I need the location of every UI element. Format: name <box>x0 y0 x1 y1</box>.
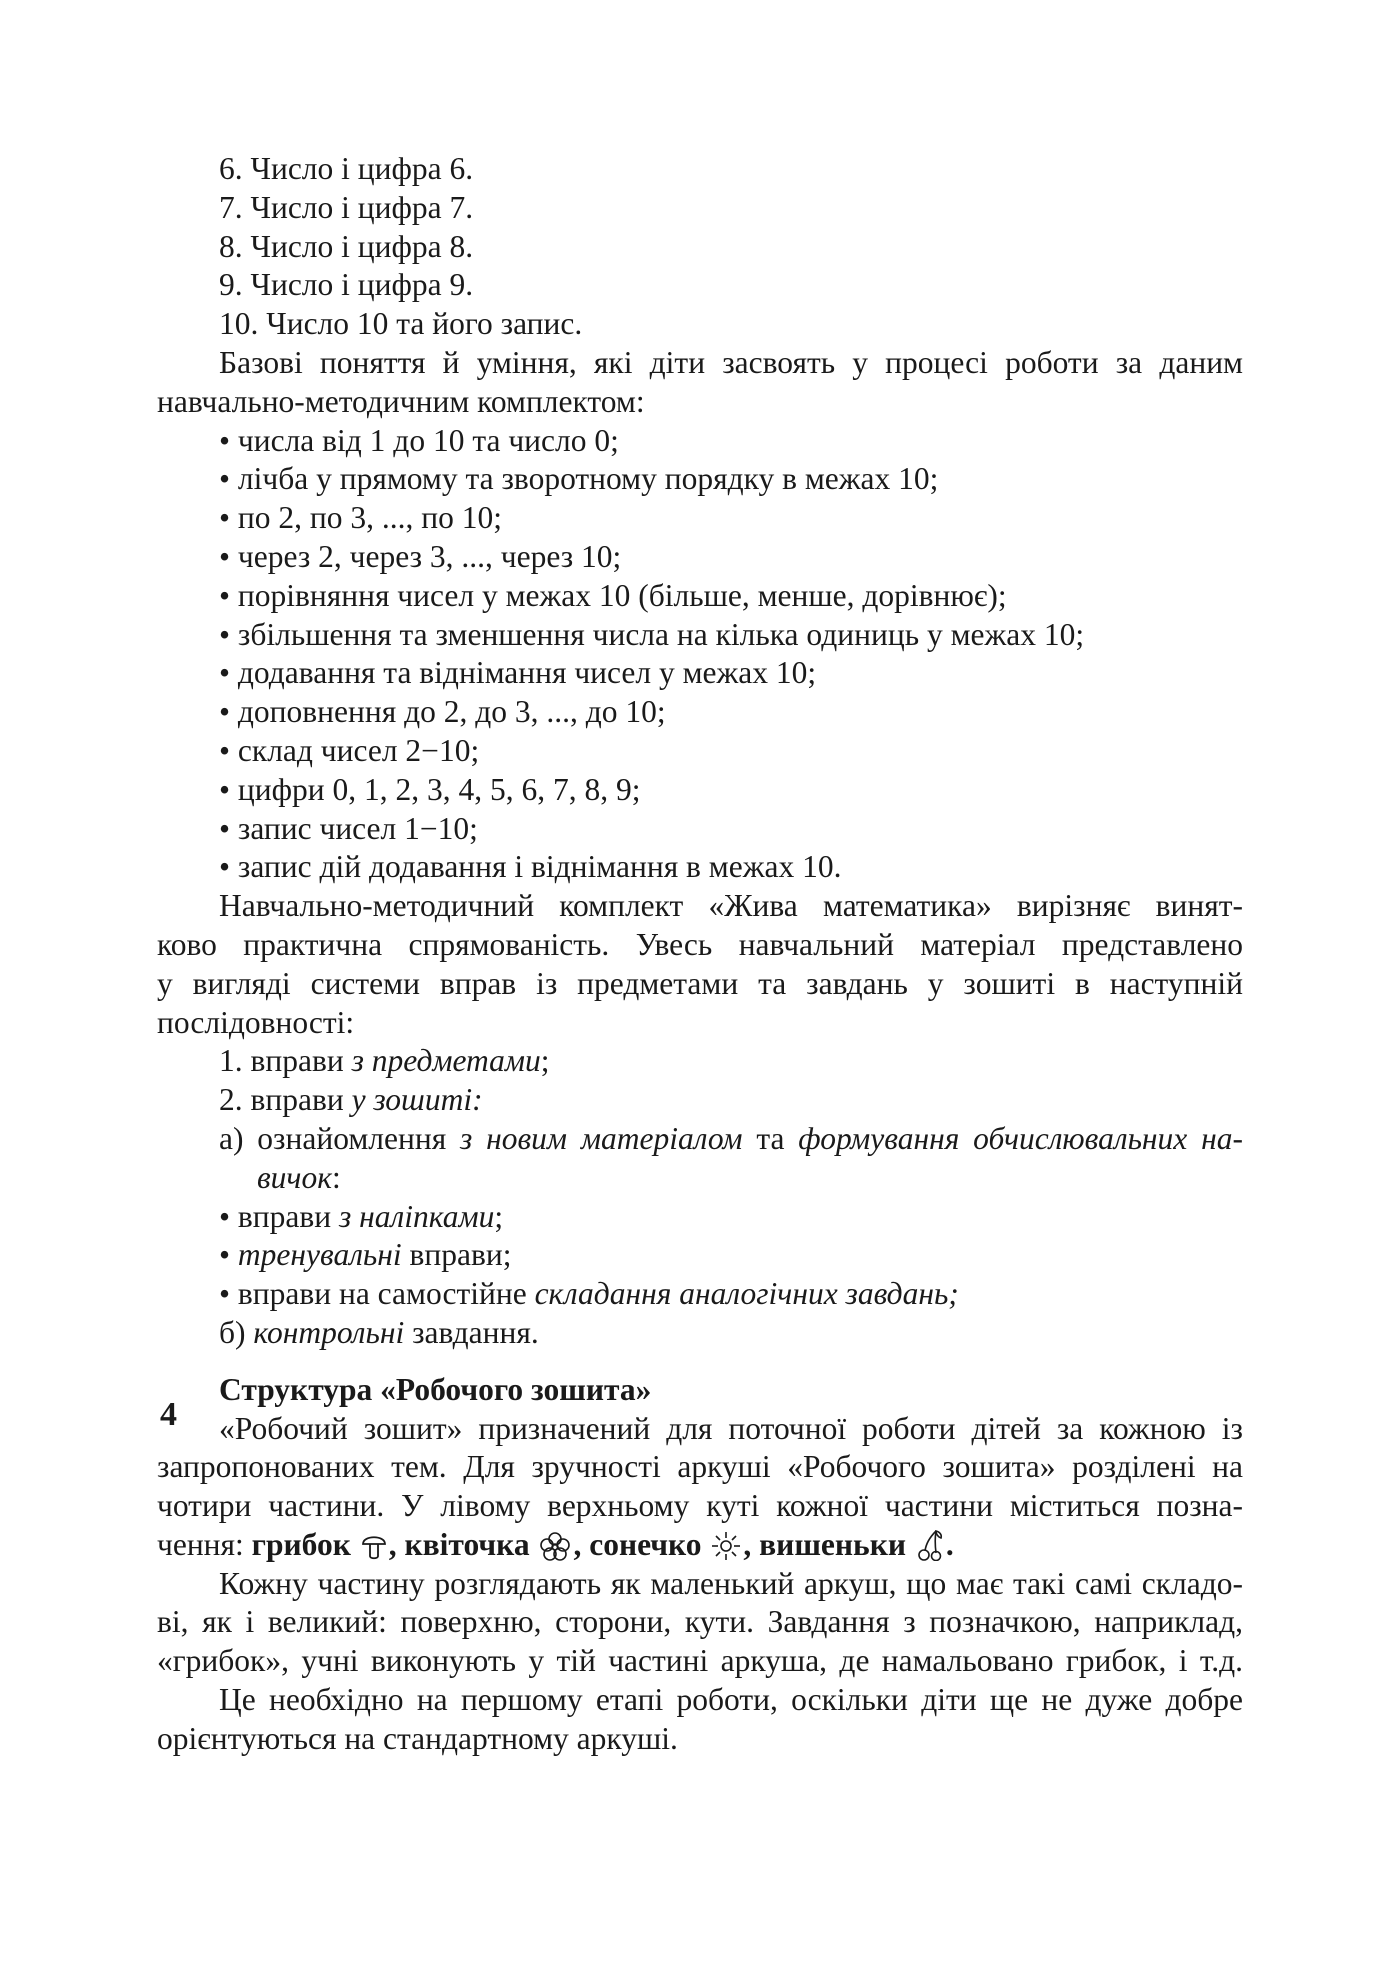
mark-mushroom-label: грибок <box>251 1526 351 1562</box>
workbook-paragraph-line: «Робочий зошит» призначений для поточної роботи дітей за кожною із <box>219 1410 1243 1446</box>
concept-item: • запис чисел 1−10; <box>219 810 478 846</box>
topic-item: 6. Число і цифра 6. <box>219 151 474 186</box>
marks-line: чення: грибок , квіточка , сонечко , вишеньки . <box>157 1526 1243 1565</box>
mark-cherries-label: вишеньки <box>759 1526 907 1562</box>
concept-item: • числа від 1 до 10 та число 0; <box>219 422 619 458</box>
topic-item: 10. Число 10 та його запис. <box>219 306 583 342</box>
sequence-item-b: б) контрольні завдання. <box>219 1314 539 1350</box>
sequence-item-a-continuation: вичок: <box>257 1159 341 1195</box>
concept-item: • цифри 0, 1, 2, 3, 4, 5, 6, 7, 8, 9; <box>219 771 641 807</box>
workbook-paragraph-line: чотири частини. У лівому верхньому куті кожної частини міститься позна- <box>157 1488 1243 1524</box>
concept-item: • запис дій додавання і віднімання в межах 10. <box>219 849 842 885</box>
concept-item: • збільшення та зменшення числа на кілька одиниць у межах 10; <box>219 616 1085 652</box>
part-paragraph-line: «грибок», учні виконують у тій частині аркуша, де намальовано грибок, і т.д. <box>157 1643 1243 1679</box>
kit-paragraph-line: у вигляді системи вправ із предметами та завдань у зошиті в наступній <box>157 965 1243 1001</box>
topic-item: 8. Число і цифра 8. <box>219 228 474 264</box>
mark-sun-label: сонечко <box>589 1526 702 1562</box>
sequence-item-a: а) ознайомлення з новим матеріалом та формування обчислювальних на- <box>219 1120 1243 1156</box>
concept-item: • через 2, через 3, ..., через 10; <box>219 538 622 574</box>
concept-item: • по 2, по 3, ..., по 10; <box>219 500 502 536</box>
final-paragraph-line: Це необхідно на першому етапі роботи, оскільки діти ще не дуже добре <box>219 1682 1243 1718</box>
topic-item: 9. Число і цифра 9. <box>219 267 474 303</box>
page-body <box>157 150 1243 1759</box>
concept-item: • порівняння чисел у межах 10 (більше, менше, дорівнює); <box>219 577 1007 613</box>
concept-item: • склад чисел 2−10; <box>219 732 480 768</box>
concept-item: • лічба у прямому та зворотному порядку в межах 10; <box>219 461 939 497</box>
kit-paragraph-line: Навчально-методичний комплект «Жива математика» вирізняє винят- <box>219 888 1243 924</box>
part-paragraph-line: ві, як і великий: поверхню, сторони, кути. Завдання з позначкою, наприклад, <box>157 1604 1243 1640</box>
concepts-intro-line: Базові поняття й уміння, які діти засвоять у процесі роботи за даним <box>219 344 1243 380</box>
kit-paragraph-line: ково практична спрямованість. Увесь навчальний матеріал представлено <box>157 926 1243 962</box>
sequence-bullet: • вправи на самостійне складання аналогічних завдань; <box>219 1276 959 1312</box>
mark-flower-label: квіточка <box>404 1526 530 1562</box>
section-title: Структура «Робочого зошита» <box>219 1371 652 1407</box>
sequence-item-2: 2. вправи у зошиті: <box>219 1082 483 1118</box>
sequence-bullet: • вправи з наліпками; <box>219 1198 504 1234</box>
final-paragraph-line: орієнтуються на стандартному аркуші. <box>157 1720 678 1756</box>
topic-item: 7. Число і цифра 7. <box>219 189 474 225</box>
page-number: 4 <box>160 1396 177 1433</box>
concept-item: • додавання та віднімання чисел у межах 10; <box>219 655 817 691</box>
part-paragraph-line: Кожну частину розглядають як маленький аркуш, що має такі самі складо- <box>219 1565 1243 1601</box>
sequence-item-1: 1. вправи з предметами; <box>219 1043 550 1079</box>
workbook-paragraph-line: запропонованих тем. Для зручності аркуші «Робочого зошита» розділені на <box>157 1449 1243 1485</box>
sequence-bullet: • тренувальні вправи; <box>219 1237 512 1273</box>
kit-paragraph-line: послідовності: <box>157 1004 355 1040</box>
concepts-intro-line: навчально-методичним комплектом: <box>157 383 645 419</box>
concept-item: • доповнення до 2, до 3, ..., до 10; <box>219 694 666 730</box>
